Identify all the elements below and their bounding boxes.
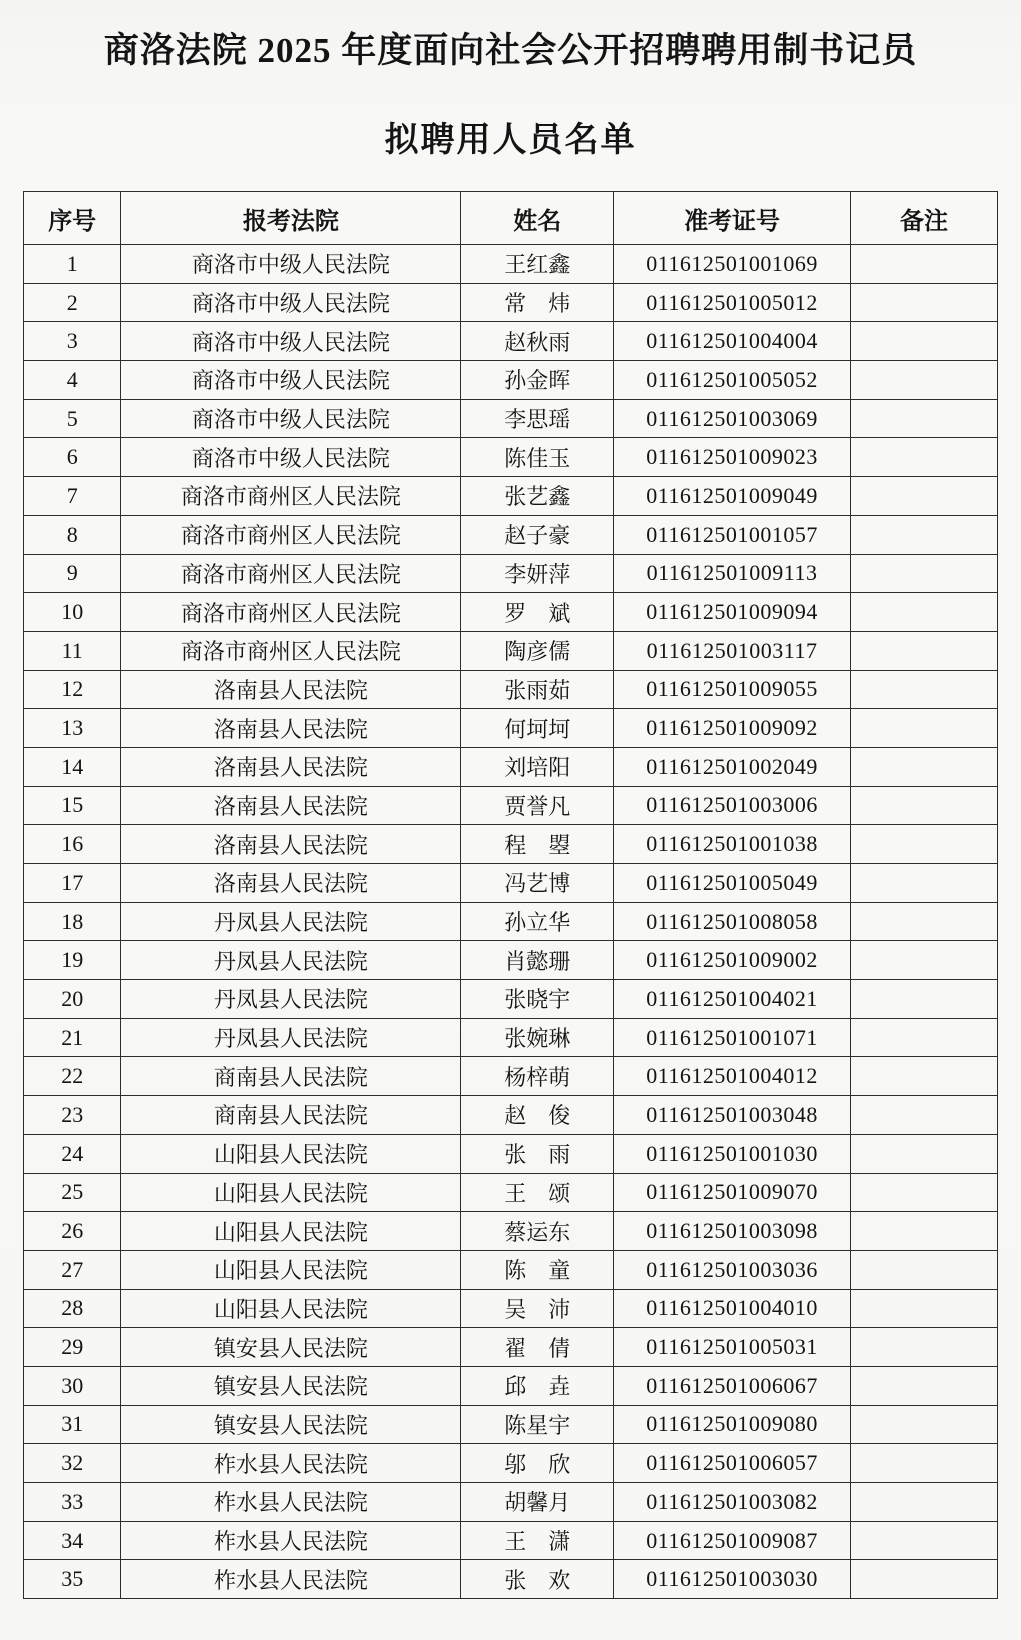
cell-exam-no: 011612501008058	[614, 902, 851, 941]
cell-seq: 26	[24, 1212, 121, 1251]
cell-court: 商洛市商州区人民法院	[121, 631, 461, 670]
cell-remark	[850, 1289, 997, 1328]
cell-seq: 1	[24, 245, 121, 284]
cell-name: 王 颂	[461, 1173, 614, 1212]
cell-seq: 35	[24, 1560, 121, 1599]
cell-court: 丹凤县人民法院	[121, 902, 461, 941]
cell-court: 山阳县人民法院	[121, 1250, 461, 1289]
cell-exam-no: 011612501009092	[614, 709, 851, 748]
cell-name: 翟 倩	[461, 1328, 614, 1367]
cell-court: 商洛市商州区人民法院	[121, 593, 461, 632]
cell-exam-no: 011612501001071	[614, 1018, 851, 1057]
cell-exam-no: 011612501001069	[614, 245, 851, 284]
cell-seq: 8	[24, 515, 121, 554]
cell-exam-no: 011612501001038	[614, 825, 851, 864]
table-row	[24, 438, 998, 477]
cell-court: 镇安县人民法院	[121, 1366, 461, 1405]
cell-court: 丹凤县人民法院	[121, 980, 461, 1019]
cell-court: 洛南县人民法院	[121, 864, 461, 903]
cell-name: 赵秋雨	[461, 322, 614, 361]
cell-seq: 7	[24, 477, 121, 516]
cell-name: 杨梓萌	[461, 1057, 614, 1096]
cell-court: 丹凤县人民法院	[121, 1018, 461, 1057]
cell-court: 丹凤县人民法院	[121, 941, 461, 980]
cell-remark	[850, 283, 997, 322]
cell-remark	[850, 515, 997, 554]
header-exam-no: 准考证号	[614, 192, 851, 245]
cell-name: 张婉琳	[461, 1018, 614, 1057]
cell-seq: 9	[24, 554, 121, 593]
cell-seq: 28	[24, 1289, 121, 1328]
cell-remark	[850, 322, 997, 361]
header-court: 报考法院	[121, 192, 461, 245]
document-title-line1: 商洛法院 2025 年度面向社会公开招聘聘用制书记员	[103, 31, 918, 70]
table-row	[24, 1521, 998, 1560]
cell-name: 贾誉凡	[461, 786, 614, 825]
cell-seq: 29	[24, 1328, 121, 1367]
cell-name: 张 欢	[461, 1560, 614, 1599]
table-row	[24, 322, 998, 361]
cell-exam-no: 011612501009113	[614, 554, 851, 593]
cell-court: 山阳县人民法院	[121, 1289, 461, 1328]
table-row	[24, 747, 998, 786]
cell-seq: 32	[24, 1444, 121, 1483]
cell-remark	[850, 1560, 997, 1599]
cell-exam-no: 011612501004021	[614, 980, 851, 1019]
cell-remark	[850, 1328, 997, 1367]
cell-remark	[850, 554, 997, 593]
cell-court: 商洛市商州区人民法院	[121, 515, 461, 554]
cell-court: 商洛市中级人民法院	[121, 438, 461, 477]
cell-seq: 20	[24, 980, 121, 1019]
cell-remark	[850, 941, 997, 980]
cell-court: 柞水县人民法院	[121, 1521, 461, 1560]
cell-remark	[850, 902, 997, 941]
cell-seq: 34	[24, 1521, 121, 1560]
cell-name: 何坷坷	[461, 709, 614, 748]
cell-court: 商洛市中级人民法院	[121, 361, 461, 400]
table-row	[24, 1173, 998, 1212]
cell-seq: 16	[24, 825, 121, 864]
cell-name: 孙金晖	[461, 361, 614, 400]
cell-exam-no: 011612501003082	[614, 1483, 851, 1522]
cell-remark	[850, 1483, 997, 1522]
cell-remark	[850, 980, 997, 1019]
cell-name: 胡馨月	[461, 1483, 614, 1522]
table-row	[24, 670, 998, 709]
cell-seq: 22	[24, 1057, 121, 1096]
cell-court: 柞水县人民法院	[121, 1444, 461, 1483]
cell-seq: 2	[24, 283, 121, 322]
cell-remark	[850, 1444, 997, 1483]
cell-name: 邬 欣	[461, 1444, 614, 1483]
table-row	[24, 477, 998, 516]
cell-exam-no: 011612501009080	[614, 1405, 851, 1444]
cell-exam-no: 011612501004010	[614, 1289, 851, 1328]
document-title-line2: 拟聘用人员名单	[384, 122, 637, 159]
table-row	[24, 1096, 998, 1135]
cell-seq: 4	[24, 361, 121, 400]
cell-remark	[850, 631, 997, 670]
table-row	[24, 1057, 998, 1096]
cell-exam-no: 011612501003030	[614, 1560, 851, 1599]
cell-exam-no: 011612501004004	[614, 322, 851, 361]
cell-name: 孙立华	[461, 902, 614, 941]
table-row	[24, 786, 998, 825]
table-row	[24, 1328, 998, 1367]
cell-name: 邱 垚	[461, 1366, 614, 1405]
cell-exam-no: 011612501009023	[614, 438, 851, 477]
table-row	[24, 1444, 998, 1483]
cell-remark	[850, 864, 997, 903]
cell-exam-no: 011612501009070	[614, 1173, 851, 1212]
cell-name: 陈佳玉	[461, 438, 614, 477]
header-remark: 备注	[850, 192, 997, 245]
table-row	[24, 554, 998, 593]
cell-name: 王红鑫	[461, 245, 614, 284]
cell-remark	[850, 1521, 997, 1560]
table-row	[24, 1250, 998, 1289]
cell-remark	[850, 1405, 997, 1444]
table-row	[24, 593, 998, 632]
cell-remark	[850, 399, 997, 438]
cell-name: 蔡运东	[461, 1212, 614, 1251]
table-row	[24, 1018, 998, 1057]
cell-name: 陈星宇	[461, 1405, 614, 1444]
cell-seq: 24	[24, 1134, 121, 1173]
cell-court: 洛南县人民法院	[121, 747, 461, 786]
cell-exam-no: 011612501009002	[614, 941, 851, 980]
cell-court: 柞水县人民法院	[121, 1483, 461, 1522]
cell-name: 吴 沛	[461, 1289, 614, 1328]
cell-court: 商洛市商州区人民法院	[121, 554, 461, 593]
cell-remark	[850, 1173, 997, 1212]
cell-seq: 17	[24, 864, 121, 903]
table-row	[24, 399, 998, 438]
cell-exam-no: 011612501001030	[614, 1134, 851, 1173]
cell-seq: 30	[24, 1366, 121, 1405]
cell-exam-no: 011612501002049	[614, 747, 851, 786]
cell-remark	[850, 438, 997, 477]
cell-seq: 6	[24, 438, 121, 477]
cell-remark	[850, 1057, 997, 1096]
cell-exam-no: 011612501006057	[614, 1444, 851, 1483]
cell-name: 王 潇	[461, 1521, 614, 1560]
table-row	[24, 1405, 998, 1444]
cell-name: 罗 斌	[461, 593, 614, 632]
cell-seq: 14	[24, 747, 121, 786]
table-row	[24, 361, 998, 400]
cell-name: 张晓宇	[461, 980, 614, 1019]
cell-name: 肖懿珊	[461, 941, 614, 980]
cell-seq: 3	[24, 322, 121, 361]
cell-name: 李思瑶	[461, 399, 614, 438]
cell-seq: 11	[24, 631, 121, 670]
cell-seq: 33	[24, 1483, 121, 1522]
cell-court: 商南县人民法院	[121, 1057, 461, 1096]
table-row	[24, 631, 998, 670]
cell-court: 山阳县人民法院	[121, 1134, 461, 1173]
table-row	[24, 1483, 998, 1522]
cell-remark	[850, 593, 997, 632]
table-row	[24, 1212, 998, 1251]
cell-exam-no: 011612501003069	[614, 399, 851, 438]
cell-seq: 21	[24, 1018, 121, 1057]
table-row	[24, 709, 998, 748]
cell-remark	[850, 786, 997, 825]
cell-remark	[850, 361, 997, 400]
cell-remark	[850, 825, 997, 864]
table-row	[24, 941, 998, 980]
cell-seq: 13	[24, 709, 121, 748]
table-row	[24, 980, 998, 1019]
table-row	[24, 1560, 998, 1599]
cell-remark	[850, 477, 997, 516]
cell-seq: 18	[24, 902, 121, 941]
cell-seq: 12	[24, 670, 121, 709]
header-row	[24, 192, 998, 245]
cell-exam-no: 011612501003006	[614, 786, 851, 825]
cell-remark	[850, 1212, 997, 1251]
table-row	[24, 245, 998, 284]
cell-exam-no: 011612501001057	[614, 515, 851, 554]
cell-remark	[850, 245, 997, 284]
roster-table	[23, 191, 998, 1599]
cell-name: 张 雨	[461, 1134, 614, 1173]
cell-exam-no: 011612501009055	[614, 670, 851, 709]
cell-court: 商洛市中级人民法院	[121, 399, 461, 438]
cell-court: 洛南县人民法院	[121, 825, 461, 864]
cell-court: 柞水县人民法院	[121, 1560, 461, 1599]
cell-seq: 31	[24, 1405, 121, 1444]
cell-exam-no: 011612501005012	[614, 283, 851, 322]
cell-name: 陶彦儒	[461, 631, 614, 670]
cell-remark	[850, 1096, 997, 1135]
cell-remark	[850, 747, 997, 786]
cell-seq: 25	[24, 1173, 121, 1212]
cell-court: 山阳县人民法院	[121, 1173, 461, 1212]
cell-court: 商洛市商州区人民法院	[121, 477, 461, 516]
cell-name: 赵 俊	[461, 1096, 614, 1135]
table-row	[24, 515, 998, 554]
cell-court: 商洛市中级人民法院	[121, 283, 461, 322]
header-seq: 序号	[24, 192, 121, 245]
cell-name: 李妍萍	[461, 554, 614, 593]
cell-exam-no: 011612501003036	[614, 1250, 851, 1289]
cell-name: 程 曌	[461, 825, 614, 864]
cell-seq: 10	[24, 593, 121, 632]
cell-seq: 27	[24, 1250, 121, 1289]
header-name: 姓名	[461, 192, 614, 245]
cell-remark	[850, 1018, 997, 1057]
cell-court: 洛南县人民法院	[121, 709, 461, 748]
cell-name: 张雨茹	[461, 670, 614, 709]
cell-exam-no: 011612501003098	[614, 1212, 851, 1251]
cell-remark	[850, 670, 997, 709]
cell-seq: 5	[24, 399, 121, 438]
cell-court: 洛南县人民法院	[121, 670, 461, 709]
table-row	[24, 1366, 998, 1405]
cell-name: 赵子豪	[461, 515, 614, 554]
cell-name: 刘培阳	[461, 747, 614, 786]
cell-exam-no: 011612501005049	[614, 864, 851, 903]
cell-exam-no: 011612501005052	[614, 361, 851, 400]
cell-remark	[850, 709, 997, 748]
cell-remark	[850, 1134, 997, 1173]
cell-exam-no: 011612501009094	[614, 593, 851, 632]
cell-exam-no: 011612501004012	[614, 1057, 851, 1096]
cell-court: 洛南县人民法院	[121, 786, 461, 825]
cell-remark	[850, 1250, 997, 1289]
roster-table-header	[24, 192, 998, 245]
cell-court: 商洛市中级人民法院	[121, 245, 461, 284]
cell-court: 商南县人民法院	[121, 1096, 461, 1135]
cell-name: 冯艺博	[461, 864, 614, 903]
cell-exam-no: 011612501009049	[614, 477, 851, 516]
cell-seq: 15	[24, 786, 121, 825]
cell-court: 镇安县人民法院	[121, 1405, 461, 1444]
cell-seq: 23	[24, 1096, 121, 1135]
table-row	[24, 283, 998, 322]
cell-remark	[850, 1366, 997, 1405]
cell-name: 张艺鑫	[461, 477, 614, 516]
table-row	[24, 1289, 998, 1328]
cell-exam-no: 011612501009087	[614, 1521, 851, 1560]
table-row	[24, 902, 998, 941]
cell-court: 商洛市中级人民法院	[121, 322, 461, 361]
cell-exam-no: 011612501003048	[614, 1096, 851, 1135]
table-row	[24, 1134, 998, 1173]
cell-exam-no: 011612501003117	[614, 631, 851, 670]
table-row	[24, 864, 998, 903]
cell-name: 常 炜	[461, 283, 614, 322]
roster-table-body	[24, 245, 998, 1599]
cell-exam-no: 011612501005031	[614, 1328, 851, 1367]
cell-exam-no: 011612501006067	[614, 1366, 851, 1405]
cell-seq: 19	[24, 941, 121, 980]
cell-court: 山阳县人民法院	[121, 1212, 461, 1251]
cell-court: 镇安县人民法院	[121, 1328, 461, 1367]
cell-name: 陈 童	[461, 1250, 614, 1289]
table-row	[24, 825, 998, 864]
